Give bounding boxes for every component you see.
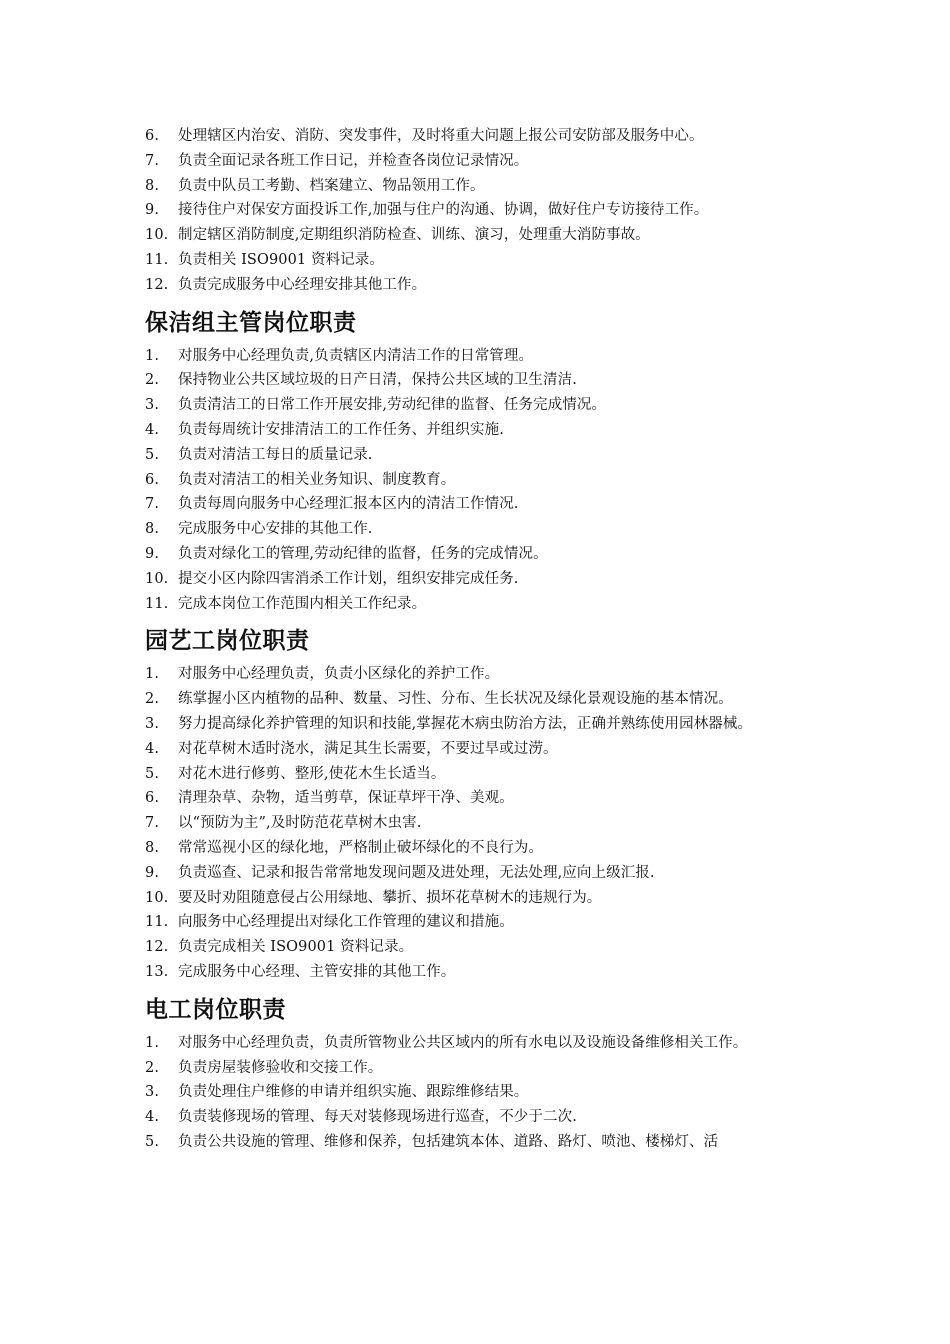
list-item-number: 8. xyxy=(145,177,160,194)
list-item-text: 对服务中心经理负责,负责辖区内清洁工作的日常管理。 xyxy=(178,347,534,364)
list-item-number: 4. xyxy=(145,421,160,438)
list-item-number: 2. xyxy=(145,1059,160,1076)
list-item xyxy=(145,1031,815,1056)
list-item-number: 10. xyxy=(145,889,169,906)
list-item-text: 处理辖区内治安、消防、突发事件，及时将重大问题上报公司安防部及服务中心。 xyxy=(178,128,704,144)
list-item-number: 3. xyxy=(145,1084,160,1101)
list-item-text: 负责每周统计安排清洁工的工作任务、并组织实施. xyxy=(178,421,504,438)
list-item-text: 负责公共设施的管理、维修和保养，包括建筑本体、道路、路灯、喷池、楼梯灯、活 xyxy=(178,1133,719,1150)
list-item-number: 12. xyxy=(145,939,169,956)
list-item-number: 9. xyxy=(145,202,160,219)
list-item xyxy=(145,662,815,687)
list-item-text: 常常巡视小区的绿化地，严格制止破坏绿化的不良行为。 xyxy=(178,839,543,856)
list-item-text: 接待住户对保安方面投诉工作,加强与住户的沟通、协调，做好住户专访接待工作。 xyxy=(178,202,709,219)
list-item-number: 1. xyxy=(145,1034,160,1051)
list-item xyxy=(145,517,815,542)
list-item-text: 对服务中心经理负责，负责所管物业公共区域内的所有水电以及设施设备维修相关工作。 xyxy=(178,1034,748,1051)
list-item-text: 对服务中心经理负责，负责小区绿化的养护工作。 xyxy=(178,666,500,683)
list-item xyxy=(145,273,815,298)
list-item-text: 对花草树木适时浇水，满足其生长需要，不要过旱或过涝。 xyxy=(178,740,558,757)
list-item-number: 2. xyxy=(145,372,160,389)
list-item xyxy=(145,368,815,393)
list-item-number: 1. xyxy=(145,347,160,364)
list-item xyxy=(145,836,815,861)
list-item-text: 以“预防为主”,及时防范花草树木虫害. xyxy=(178,815,422,832)
list-item-number: 13. xyxy=(145,963,169,980)
list-item-number: 8. xyxy=(145,521,160,538)
list-item-text: 负责完成服务中心经理安排其他工作。 xyxy=(178,276,427,293)
list-item-text: 完成服务中心安排的其他工作. xyxy=(178,521,373,538)
list-item xyxy=(145,149,815,174)
list-item-number: 3. xyxy=(145,715,160,732)
sections xyxy=(145,308,815,1155)
list-item-number: 9. xyxy=(145,545,160,562)
list-item-text: 负责每周向服务中心经理汇报本区内的清洁工作情况. xyxy=(178,496,519,513)
list-item xyxy=(145,248,815,273)
list-item-text: 负责对绿化工的管理,劳动纪律的监督，任务的完成情况。 xyxy=(178,545,548,562)
list-item-number: 6. xyxy=(145,471,160,488)
list-item-number: 4. xyxy=(145,740,160,757)
list-item xyxy=(145,223,815,248)
list-item-number: 11. xyxy=(145,595,169,612)
list-item-text: 对花木进行修剪、整形,使花木生长适当。 xyxy=(178,765,446,782)
list-item-text: 负责相关 ISO9001 资料记录。 xyxy=(178,251,384,268)
list-item-text: 负责房屋装修验收和交接工作。 xyxy=(178,1059,383,1076)
list-item-text: 练掌握小区内植物的品种、数量、习性、分布、生长状况及绿化景观设施的基本情况。 xyxy=(178,691,733,708)
section-heading: 电工岗位职责 xyxy=(145,996,286,1023)
list-item xyxy=(145,910,815,935)
list-item-number: 11. xyxy=(145,914,169,931)
list-item xyxy=(145,567,815,592)
list-item xyxy=(145,198,815,223)
list-item xyxy=(145,737,815,762)
list-item-number: 9. xyxy=(145,864,160,881)
list-item xyxy=(145,344,815,369)
list-item-text: 负责处理住户维修的申请并组织实施、跟踪维修结果。 xyxy=(178,1084,529,1101)
list-item-text: 清理杂草、杂物，适当剪草，保证草坪干净、美观。 xyxy=(178,790,514,807)
list-item xyxy=(145,1130,815,1155)
list-item-text: 负责对清洁工的相关业务知识、制度教育。 xyxy=(178,471,456,488)
list-item-text: 负责完成相关 ISO9001 资料记录。 xyxy=(178,939,414,956)
list-item-text: 负责清洁工的日常工作开展安排,劳动纪律的监督、任务完成情况。 xyxy=(178,397,607,414)
list-item-number: 7. xyxy=(145,496,160,513)
list-item-text: 向服务中心经理提出对绿化工作管理的建议和措施。 xyxy=(178,914,514,931)
list-item xyxy=(145,468,815,493)
intro-list xyxy=(145,124,815,298)
list-item xyxy=(145,861,815,886)
list-item xyxy=(145,762,815,787)
list-item-number: 10. xyxy=(145,570,169,587)
list-item-number: 7. xyxy=(145,152,160,169)
list-item xyxy=(145,418,815,443)
list-item-number: 11. xyxy=(145,251,169,268)
section-list xyxy=(145,662,815,984)
list-item-number: 5. xyxy=(145,446,160,463)
list-item-number: 2. xyxy=(145,691,160,708)
list-item-number: 10. xyxy=(145,227,169,244)
list-item-number: 5. xyxy=(145,1133,160,1150)
list-item xyxy=(145,393,815,418)
list-item-number: 3. xyxy=(145,397,160,414)
list-item-text: 负责对清洁工每日的质量记录. xyxy=(178,446,373,463)
list-item-text: 完成服务中心经理、主管安排的其他工作。 xyxy=(178,963,456,980)
list-item-text: 制定辖区消防制度,定期组织消防检查、训练、演习，处理重大消防事故。 xyxy=(178,227,650,244)
list-item-text: 要及时劝阻随意侵占公用绿地、攀折、损坏花草树木的违规行为。 xyxy=(178,889,602,906)
list-item-text: 努力提高绿化养护管理的知识和技能,掌握花木病虫防治方法，正确并熟练使用园林器械。 xyxy=(178,715,753,732)
section-list xyxy=(145,1031,815,1155)
list-item-number: 6. xyxy=(145,128,160,144)
list-item-number: 12. xyxy=(145,276,169,293)
list-item xyxy=(145,542,815,567)
list-item-number: 4. xyxy=(145,1109,160,1126)
list-item xyxy=(145,443,815,468)
list-item xyxy=(145,687,815,712)
list-item xyxy=(145,492,815,517)
list-item xyxy=(145,1056,815,1081)
section-heading: 园艺工岗位职责 xyxy=(145,628,310,655)
list-item xyxy=(145,811,815,836)
list-item-text: 提交小区内除四害消杀工作计划，组织安排完成任务. xyxy=(178,570,519,587)
list-item-number: 7. xyxy=(145,815,160,832)
list-item-number: 6. xyxy=(145,790,160,807)
document-content xyxy=(145,124,815,1155)
list-item xyxy=(145,592,815,617)
list-item-number: 1. xyxy=(145,666,160,683)
list-item-text: 负责全面记录各班工作日记，并检查各岗位记录情况。 xyxy=(178,152,529,169)
list-item-number: 5. xyxy=(145,765,160,782)
list-item-text: 负责巡查、记录和报告常常地发现问题及进处理，无法处理,应向上级汇报. xyxy=(178,864,655,881)
list-item xyxy=(145,960,815,985)
list-item-text: 负责中队员工考勤、档案建立、物品领用工作。 xyxy=(178,177,485,194)
list-item-text: 完成本岗位工作范围内相关工作纪录。 xyxy=(178,595,427,612)
list-item xyxy=(145,124,815,149)
list-item xyxy=(145,1105,815,1130)
section-heading: 保洁组主管岗位职责 xyxy=(145,309,357,336)
section-list xyxy=(145,344,815,617)
list-item xyxy=(145,174,815,199)
list-item xyxy=(145,886,815,911)
list-item xyxy=(145,1080,815,1105)
list-item xyxy=(145,935,815,960)
list-item xyxy=(145,712,815,737)
list-item-number: 8. xyxy=(145,839,160,856)
list-item xyxy=(145,786,815,811)
list-item-text: 负责装修现场的管理、每天对装修现场进行巡查，不少于二次. xyxy=(178,1109,577,1126)
list-item-text: 保持物业公共区域垃圾的日产日清，保持公共区域的卫生清洁. xyxy=(178,372,577,389)
